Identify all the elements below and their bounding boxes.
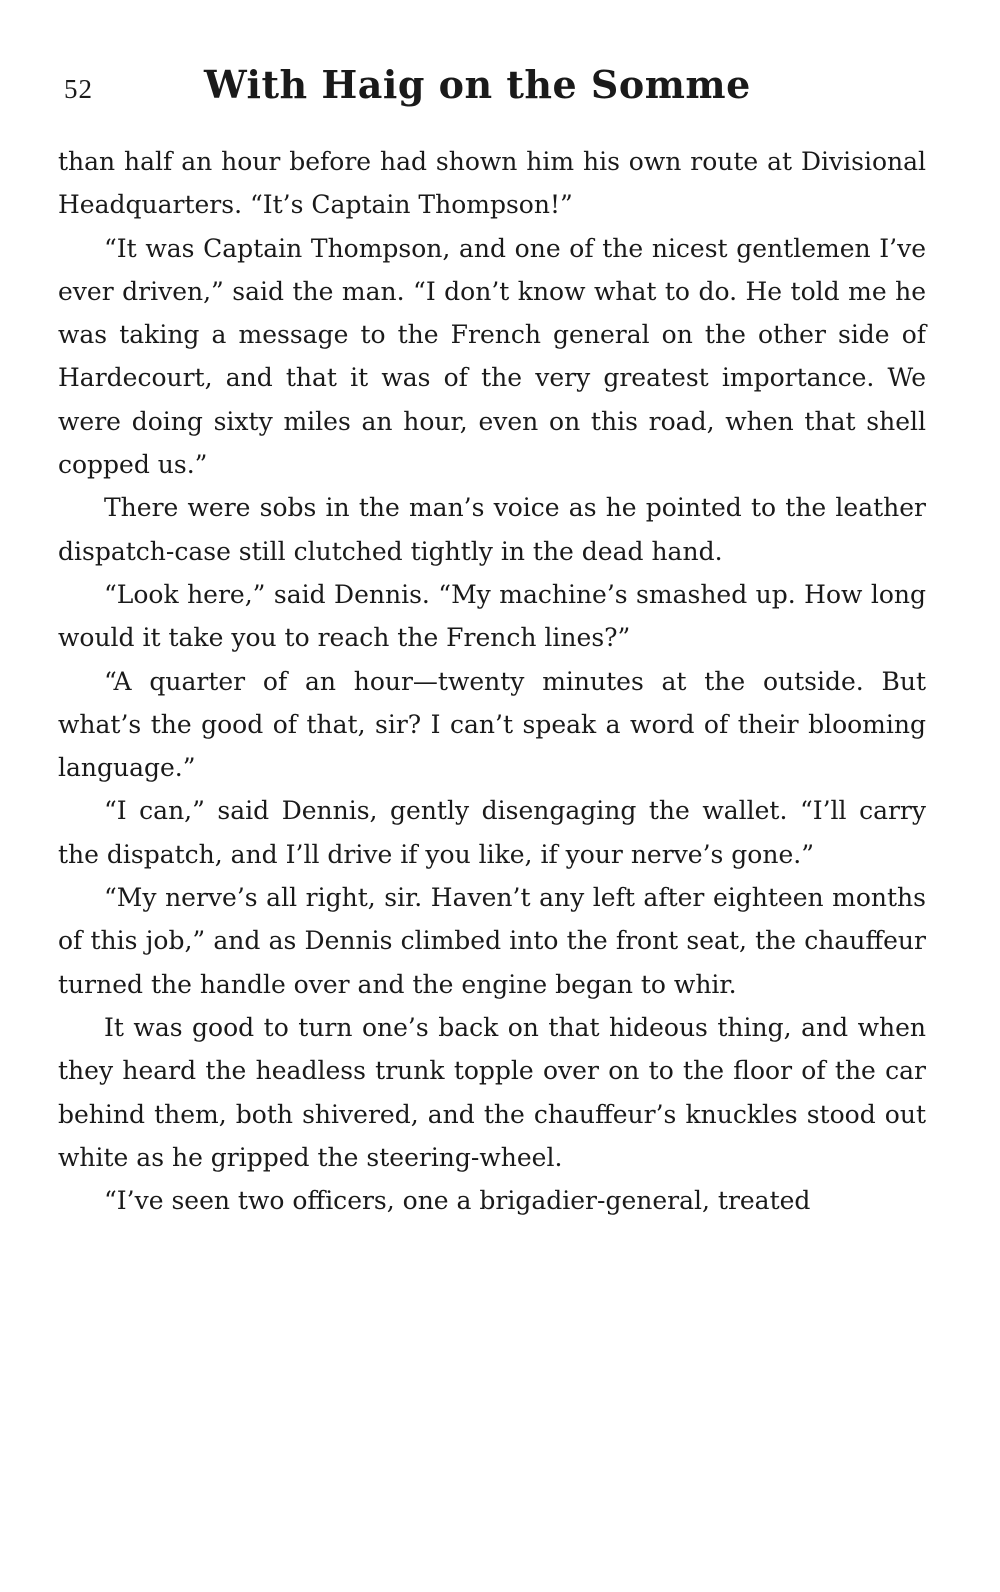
body-text <box>58 140 926 1222</box>
paragraph: “I’ve seen two officers, one a brigadier-general, treated <box>104 1186 811 1216</box>
paragraph: than half an hour before had shown him his own route at Divisional Headquarters. “It’s Captain Thompson!” <box>58 147 926 220</box>
paragraph: There were sobs in the man’s voice as he pointed to the leather dispatch-case still clutched tightly in the dead hand. <box>58 493 926 566</box>
paragraph: “I can,” said Dennis, gently disengaging the wallet. “I’ll carry the dispatch, and I’ll drive if you like, if your nerve’s gone.” <box>58 796 926 869</box>
paragraph: “My nerve’s all right, sir. Haven’t any left after eighteen months of this job,” and as Dennis climbed into the front seat, the chauffeur turned the handle over and the engine began to whir. <box>58 883 926 999</box>
running-title: With Haig on the Somme <box>204 62 751 107</box>
paragraph: “It was Captain Thompson, and one of the nicest gentlemen I’ve ever driven,” said the man. “I don’t know what to do. He told me he was taking a message to the French general on the other side of Hardecourt, and that it was of the very greatest importance. We were doing sixty miles an hour, even on this road, when that shell copped us.” <box>58 233 926 480</box>
paragraph: It was good to turn one’s back on that hideous thing, and when they heard the headless trunk topple over on to the floor of the car behind them, both shivered, and the chauffeur’s knuckles stood out white as he gripped the steering-wheel. <box>58 1012 926 1172</box>
book-page <box>58 62 926 1222</box>
paragraph: “Look here,” said Dennis. “My machine’s smashed up. How long would it take you to reach the French lines?” <box>58 579 926 653</box>
paragraph: “A quarter of an hour—twenty minutes at the outside. But what’s the good of that, sir? I can’t speak a word of their blooming language.” <box>58 666 926 783</box>
page-number: 52 <box>64 74 93 104</box>
running-head <box>58 62 926 134</box>
